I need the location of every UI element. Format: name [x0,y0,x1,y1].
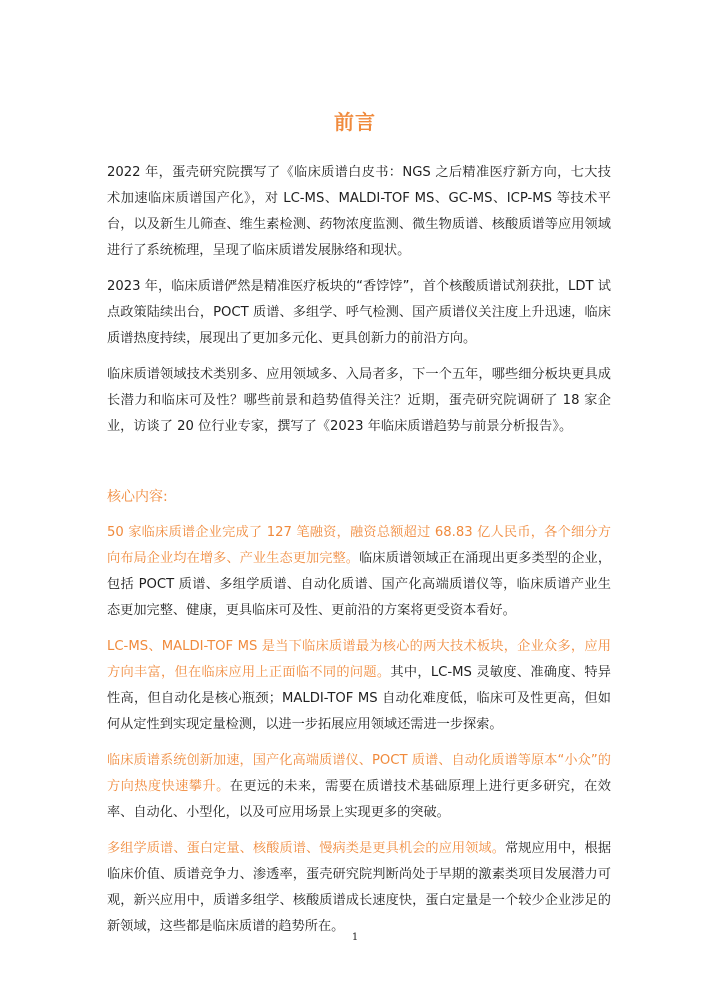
document-body [107,160,611,950]
core-paragraph-1-highlight: 50 家临床质谱企业完成了 127 笔融资，融资总额超过 68.83 亿人民币，各个细分方向布局企业均在增多、产业生态更加完整。 [107,525,611,566]
intro-paragraph-3: 临床质谱领域技术类别多、应用领域多、入局者多，下一个五年，哪些细分板块更具成长潜力和临床可及性？哪些前景和趋势值得关注？近期，蛋壳研究院调研了 18 家企业，访谈了 20 位行业专家，撰写了《2023 年临床质谱趋势与前景分析报告》。 [107,367,611,434]
core-paragraph-4 [107,836,611,940]
core-paragraph-1 [107,520,611,624]
core-paragraph-4-text: 常规应用中，根据临床价值、质谱竞争力、渗透率，蛋壳研究院判断尚处于早期的激素类项目发展潜力可观，新兴应用中，质谱多组学、核酸质谱成长速度快，蛋白定量是一个较少企业涉足的新领域，这些都是临床质谱的趋势所在。 [107,841,612,934]
intro-paragraph-1: 2022 年，蛋壳研究院撰写了《临床质谱白皮书：NGS 之后精准医疗新方向，七大技术加速临床质谱国产化》，对 LC-MS、MALDI-TOF MS、GC-MS、ICP-MS 等技术平台，以及新生儿筛查、维生素检测、药物浓度监测、微生物质谱、核酸质谱等应用领域进行了系统梳理，呈现了临床质谱发展脉络和现状。 [107,165,611,258]
core-paragraph-2 [107,634,611,738]
core-paragraph-2-highlight: LC-MS、MALDI-TOF MS 是当下临床质谱最为核心的两大技术板块，企业众多，应用方向丰富，但在临床应用上正面临不同的问题。 [107,639,611,680]
intro-paragraph-2: 2023 年，临床质谱俨然是精准医疗板块的“香饽饽”，首个核酸质谱试剂获批，LDT 试点政策陆续出台，POCT 质谱、多组学、呼气检测、国产质谱仪关注度上升迅速，临床质谱热度持续，展现出了更加多元化、更具创新力的前沿方向。 [107,279,611,346]
core-paragraph-1-text: 临床质谱领域正在涌现出更多类型的企业，包括 POCT 质谱、多组学质谱、自动化质谱、国产化高端质谱仪等，临床质谱产业生态更加完整、健康，更具临床可及性、更前沿的方案将更受资本看好。 [107,551,612,618]
page-number: 1 [351,932,359,943]
section-heading: 核心内容: [107,489,168,505]
core-paragraph-3-text: 在更远的未来，需要在质谱技术基础原理上进行更多研究，在效率、自动化、小型化，以及可应用场景上实现更多的突破。 [107,779,611,820]
core-paragraph-4-highlight: 多组学质谱、蛋白定量、核酸质谱、慢病类是更具机会的应用领域。 [107,841,505,856]
page-title: 前言 [334,110,376,134]
core-paragraph-2-text: 其中，LC-MS 灵敏度、准确度、特异性高，但自动化是核心瓶颈；MALDI-TOF MS 自动化难度低，临床可及性更高，但如何从定性到实现定量检测，以进一步拓展应用领域还需进一步探索。 [107,665,611,732]
core-paragraph-3-highlight: 临床质谱系统创新加速，国产化高端质谱仪、POCT 质谱、自动化质谱等原本“小众”的方向热度快速攀升。 [107,753,611,794]
core-paragraph-3 [107,748,611,826]
